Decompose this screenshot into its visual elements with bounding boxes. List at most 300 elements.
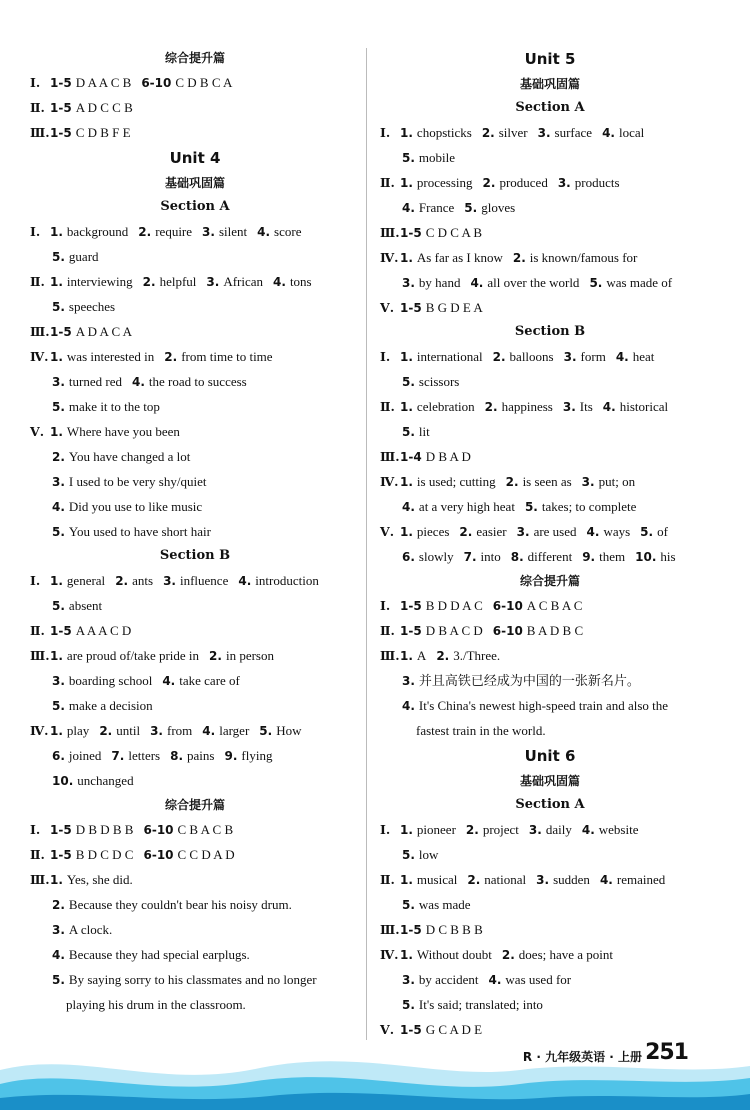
answer-number: 2. <box>142 275 156 289</box>
answer-number: 1. <box>400 873 413 887</box>
answer-number: 7. <box>463 550 477 564</box>
answer-number: 4. <box>162 674 176 688</box>
answer-row <box>30 768 360 793</box>
answer-number: 6-10 <box>492 624 523 638</box>
answer-number: 2. <box>482 176 496 190</box>
answer-text: background <box>66 224 129 239</box>
part-heading: 综合提升篇 <box>519 574 580 588</box>
answer-item <box>589 275 672 290</box>
section-heading: Section A <box>160 199 230 214</box>
answer-text: speeches <box>68 299 116 314</box>
answer-item <box>603 399 668 414</box>
answer-item <box>467 872 526 887</box>
question-group-number: Ⅰ. <box>380 349 391 364</box>
answer-number: 2. <box>505 475 519 489</box>
answer-number: 2. <box>164 350 178 364</box>
question-group-number: Ⅲ. <box>30 648 50 663</box>
answer-item <box>493 623 583 638</box>
answer-text: Where have you been <box>66 424 180 439</box>
answer-item <box>52 748 101 763</box>
answer-item <box>99 723 140 738</box>
page-footer <box>0 1040 750 1110</box>
answer-item <box>470 275 579 290</box>
answer-row <box>30 269 360 294</box>
answer-item <box>402 897 471 912</box>
answer-item <box>400 175 473 190</box>
answer-number: 1-5 <box>400 599 422 613</box>
answer-item <box>50 100 133 115</box>
answer-number: 5. <box>52 525 65 539</box>
answer-number: 3. <box>402 276 415 290</box>
answer-item <box>459 524 506 539</box>
question-group-number: Ⅲ. <box>380 648 400 663</box>
answer-number: 5. <box>402 898 415 912</box>
answer-item <box>52 922 112 937</box>
question-group-number: Ⅱ. <box>380 175 395 190</box>
answer-item <box>402 972 478 987</box>
answer-item <box>143 822 233 837</box>
answer-text: international <box>416 349 483 364</box>
answer-row <box>30 643 360 668</box>
answer-item <box>400 1022 482 1037</box>
answer-text: influence <box>179 573 229 588</box>
answer-number: 5. <box>402 151 415 165</box>
answer-item <box>400 524 449 539</box>
answer-item <box>52 947 250 962</box>
answer-text: D B A D <box>425 449 471 464</box>
answer-text: 并且高铁已经成为中国的一张新名片。 <box>418 673 640 688</box>
answer-text: C B A C B <box>177 822 234 837</box>
answer-number: 4. <box>615 350 629 364</box>
answer-item <box>402 499 515 514</box>
answer-item <box>150 723 192 738</box>
answer-row <box>30 693 360 718</box>
answer-item <box>400 225 482 240</box>
answer-text: the road to success <box>148 374 247 389</box>
answer-number: 5. <box>52 973 65 987</box>
answer-row <box>380 344 720 369</box>
answer-text: D B A C D <box>425 623 483 638</box>
answer-number: 6. <box>402 550 415 564</box>
answer-text: A clock. <box>68 922 113 937</box>
answer-number: 4. <box>52 500 65 514</box>
answer-text: D A A C B <box>75 75 132 90</box>
answer-number: 1. <box>400 823 413 837</box>
part-heading: 综合提升篇 <box>164 51 225 65</box>
answer-number: 5. <box>259 724 273 738</box>
answer-item <box>517 524 577 539</box>
answer-row <box>380 992 720 1017</box>
answer-text: Yes, she did. <box>66 872 133 887</box>
answer-item <box>52 897 292 912</box>
answer-row <box>380 270 720 295</box>
answer-text: interviewing <box>66 274 133 289</box>
answer-text: As far as I know <box>416 250 503 265</box>
answer-text: into <box>480 549 501 564</box>
answer-item <box>582 474 635 489</box>
answer-row <box>30 668 360 693</box>
answer-row <box>30 942 360 967</box>
answer-row <box>380 643 720 668</box>
answer-item <box>163 573 228 588</box>
answer-row <box>30 219 360 244</box>
answer-number: 3. <box>206 275 220 289</box>
answer-item <box>400 623 483 638</box>
answer-number: 2. <box>492 350 506 364</box>
answer-text: You used to have short hair <box>68 524 211 539</box>
answer-item <box>50 648 199 663</box>
answer-row <box>30 917 360 942</box>
answer-text: pioneer <box>416 822 456 837</box>
answer-number: 9. <box>582 550 596 564</box>
answer-item <box>162 673 240 688</box>
answer-number: 2. <box>467 873 481 887</box>
answer-number: 3. <box>163 574 176 588</box>
answer-row <box>30 120 360 145</box>
question-group-number: Ⅳ. <box>380 947 399 962</box>
answer-number: 1. <box>400 126 413 140</box>
right-column <box>380 46 720 1042</box>
answer-text: ants <box>132 573 154 588</box>
answer-number: 5. <box>52 699 65 713</box>
answer-text: until <box>116 723 141 738</box>
answer-number: 4. <box>131 375 145 389</box>
answer-item <box>587 524 631 539</box>
answer-text: B G D E A <box>425 300 483 315</box>
answer-text: balloons <box>509 349 554 364</box>
answer-item <box>400 399 475 414</box>
answer-item <box>400 300 483 315</box>
answer-row <box>380 295 720 320</box>
answer-text: C C D A D <box>177 847 235 862</box>
answer-item <box>50 723 89 738</box>
answer-row <box>380 967 720 992</box>
answer-number: 6-10 <box>143 848 174 862</box>
answer-number: 1. <box>50 425 63 439</box>
answer-text: slowly <box>418 549 454 564</box>
answer-item <box>206 274 263 289</box>
answer-item <box>402 549 454 564</box>
answer-number: 1. <box>400 176 413 190</box>
answer-text: scissors <box>418 374 460 389</box>
answer-number: 6-10 <box>143 823 174 837</box>
answer-number: 3. <box>402 674 415 688</box>
answer-item <box>50 847 133 862</box>
answer-text: absent <box>68 598 103 613</box>
answer-number: 1. <box>50 873 63 887</box>
answer-text: C D C A B <box>425 225 483 240</box>
answer-text: score <box>274 224 302 239</box>
answer-row <box>380 419 720 444</box>
answer-number: 5. <box>52 250 65 264</box>
answer-number: 4. <box>52 948 65 962</box>
question-group-number: Ⅱ. <box>380 872 395 887</box>
answer-number: 3. <box>581 475 595 489</box>
answer-item <box>402 374 459 389</box>
answer-row <box>30 294 360 319</box>
answer-text: By saying sorry to his classmates and no longer <box>68 972 317 987</box>
page-number: 251 <box>645 1040 688 1065</box>
answer-item <box>582 549 625 564</box>
answer-continuation: playing his drum in the classroom. <box>66 997 246 1012</box>
part-heading: 基础巩固篇 <box>164 176 225 190</box>
answer-number: 4. <box>602 400 616 414</box>
left-column <box>30 46 360 1017</box>
answer-text: tons <box>289 274 312 289</box>
answer-row <box>380 519 720 544</box>
answer-row <box>30 394 360 419</box>
answer-row <box>380 145 720 170</box>
question-group-number: Ⅴ. <box>380 524 395 539</box>
answer-item <box>400 474 496 489</box>
answer-item <box>483 175 548 190</box>
answer-number: 4. <box>402 500 415 514</box>
answer-number: 10. <box>52 774 74 788</box>
answer-number: 2. <box>501 948 515 962</box>
answer-number: 3. <box>528 823 542 837</box>
answer-row <box>30 718 360 743</box>
answer-item <box>400 648 426 663</box>
answer-text: A D A C A <box>75 324 133 339</box>
answer-text: heat <box>632 349 655 364</box>
answer-item <box>52 474 206 489</box>
answer-text: is seen as <box>522 474 572 489</box>
answer-number: 1-5 <box>400 624 422 638</box>
answer-text: turned red <box>68 374 122 389</box>
answer-number: 5. <box>402 998 415 1012</box>
answer-number: 1. <box>400 400 413 414</box>
answer-text: was made of <box>606 275 673 290</box>
answer-text: larger <box>219 723 250 738</box>
answer-text: low <box>418 847 439 862</box>
answer-row <box>30 593 360 618</box>
answer-item <box>164 349 272 364</box>
answer-number: 1. <box>50 275 63 289</box>
answer-text: boarding school <box>68 673 153 688</box>
answer-item <box>132 374 247 389</box>
answer-item <box>482 125 528 140</box>
answer-text: letters <box>128 748 161 763</box>
answer-number: 1-5 <box>400 1023 422 1037</box>
answer-text: B D D A C <box>425 598 483 613</box>
question-group-number: Ⅰ. <box>30 75 41 90</box>
answer-text: pieces <box>416 524 450 539</box>
answer-text: happiness <box>501 399 553 414</box>
answer-row <box>380 693 720 718</box>
answer-number: 5. <box>52 300 65 314</box>
answer-number: 1. <box>400 475 413 489</box>
answer-number: 2. <box>459 525 473 539</box>
answer-text: was made <box>418 897 471 912</box>
answer-text: require <box>155 224 193 239</box>
question-group-number: Ⅰ. <box>30 224 41 239</box>
answer-text: chopsticks <box>416 125 472 140</box>
answer-row <box>380 942 720 967</box>
answer-number: 1-5 <box>400 923 422 937</box>
answer-number: 2. <box>436 649 450 663</box>
answer-item <box>493 598 583 613</box>
answer-item <box>202 723 249 738</box>
question-group-number: Ⅰ. <box>30 573 41 588</box>
answer-text: A D C C B <box>75 100 133 115</box>
answer-row <box>380 170 720 195</box>
section-heading: Section A <box>515 797 585 812</box>
answer-text: of <box>657 524 668 539</box>
answer-text: all over the world <box>487 275 580 290</box>
answer-number: 1-5 <box>400 301 422 315</box>
answer-number: 8. <box>510 550 524 564</box>
question-group-number: Ⅰ. <box>380 125 391 140</box>
question-group-number: Ⅱ. <box>30 100 45 115</box>
answer-text: produced <box>499 175 548 190</box>
answer-item <box>52 374 122 389</box>
answer-item <box>52 249 99 264</box>
answer-number: 3. <box>563 350 577 364</box>
answer-number: 3. <box>202 225 215 239</box>
answer-item <box>538 125 592 140</box>
answer-item <box>536 872 590 887</box>
answer-item <box>488 972 571 987</box>
answer-item <box>50 324 132 339</box>
answer-text: at a very high heat <box>418 499 515 514</box>
answer-item <box>50 822 133 837</box>
answer-row <box>30 95 360 120</box>
answer-number: 4. <box>602 126 615 140</box>
answer-item <box>402 275 460 290</box>
answer-number: 5. <box>402 375 415 389</box>
answer-item <box>170 748 214 763</box>
answer-text: D C B B B <box>425 922 483 937</box>
answer-item <box>52 449 190 464</box>
answer-number: 1. <box>50 225 63 239</box>
answer-row <box>380 394 720 419</box>
question-group-number: Ⅰ. <box>380 598 391 613</box>
answer-number: 10. <box>635 550 657 564</box>
answer-text: make a decision <box>68 698 153 713</box>
answer-text: helpful <box>159 274 197 289</box>
answer-item <box>50 274 133 289</box>
answer-number: 4. <box>599 873 613 887</box>
answer-number: 4. <box>586 525 600 539</box>
answer-item <box>564 349 606 364</box>
answer-text: general <box>66 573 106 588</box>
answer-text: is known/famous for <box>529 250 638 265</box>
answer-item <box>52 524 211 539</box>
answer-item <box>50 872 133 887</box>
answer-row <box>380 444 720 469</box>
book-label: R · 九年级英语 · 上册 <box>522 1050 642 1064</box>
section-heading: Section B <box>159 548 231 563</box>
answer-number: 1-5 <box>50 325 72 339</box>
answer-row <box>30 892 360 917</box>
question-group-number: Ⅴ. <box>380 1022 395 1037</box>
answer-text: from time to time <box>181 349 273 364</box>
answer-text: You have changed a lot <box>68 449 191 464</box>
answer-row <box>30 244 360 269</box>
answer-text: introduction <box>255 573 319 588</box>
answer-item <box>52 598 102 613</box>
question-group-number: Ⅳ. <box>30 723 49 738</box>
answer-item <box>273 274 312 289</box>
answer-item <box>52 399 160 414</box>
answer-row <box>380 494 720 519</box>
answer-text: It's China's newest high-speed train and also the <box>418 698 669 713</box>
answer-row <box>30 344 360 369</box>
answer-text: daily <box>545 822 572 837</box>
answer-item <box>400 872 457 887</box>
answer-item <box>50 349 154 364</box>
answer-number: 2. <box>481 126 495 140</box>
answer-text: D B D B B <box>75 822 134 837</box>
answer-row <box>380 867 720 892</box>
answer-text: website <box>598 822 639 837</box>
answer-text: A <box>416 648 427 663</box>
answer-number: 9. <box>224 749 238 763</box>
answer-number: 5. <box>402 425 415 439</box>
answer-text: are proud of/take pride in <box>66 648 200 663</box>
answer-number: 3. <box>562 400 576 414</box>
answer-number: 1. <box>400 525 413 539</box>
answer-item <box>513 250 638 265</box>
answer-text: gloves <box>481 200 516 215</box>
question-group-number: Ⅱ. <box>30 847 45 862</box>
part-heading: 基础巩固篇 <box>519 774 580 788</box>
unit-heading: Unit 5 <box>524 50 576 68</box>
answer-item <box>52 698 153 713</box>
answer-text: Because they had special earplugs. <box>68 947 250 962</box>
answer-row <box>380 245 720 270</box>
answer-number: 1. <box>50 649 63 663</box>
answer-text: Its <box>579 399 593 414</box>
answer-text: How <box>276 723 302 738</box>
answer-item <box>50 623 131 638</box>
answer-item <box>143 274 197 289</box>
answer-number: 4. <box>273 275 286 289</box>
answer-item <box>506 474 572 489</box>
question-group-number: Ⅴ. <box>30 424 45 439</box>
answer-text: guard <box>68 249 99 264</box>
answer-number: 5. <box>524 500 538 514</box>
answer-item <box>52 673 152 688</box>
answer-text: does; have a point <box>518 947 614 962</box>
answer-row <box>380 220 720 245</box>
answer-number: 2. <box>115 574 129 588</box>
answer-number: 2. <box>465 823 479 837</box>
question-group-number: Ⅱ. <box>380 623 395 638</box>
answer-item <box>400 449 471 464</box>
answer-number: 2. <box>512 251 526 265</box>
answer-text: lit <box>418 424 430 439</box>
answer-text: in person <box>225 648 274 663</box>
answer-row <box>30 444 360 469</box>
answer-item <box>402 200 454 215</box>
answer-number: 5. <box>589 276 603 290</box>
answer-row <box>380 917 720 942</box>
answer-item <box>464 200 515 215</box>
answer-text: sudden <box>553 872 590 887</box>
unit-heading: Unit 4 <box>169 149 221 167</box>
answer-number: 3. <box>557 176 571 190</box>
answer-text: national <box>484 872 527 887</box>
answer-item <box>402 673 640 688</box>
answer-number: 3. <box>536 873 550 887</box>
answer-item <box>616 349 655 364</box>
answer-row <box>380 668 720 693</box>
answer-item <box>50 424 180 439</box>
answer-text: local <box>619 125 645 140</box>
answer-text: easier <box>476 524 507 539</box>
answer-row <box>30 568 360 593</box>
